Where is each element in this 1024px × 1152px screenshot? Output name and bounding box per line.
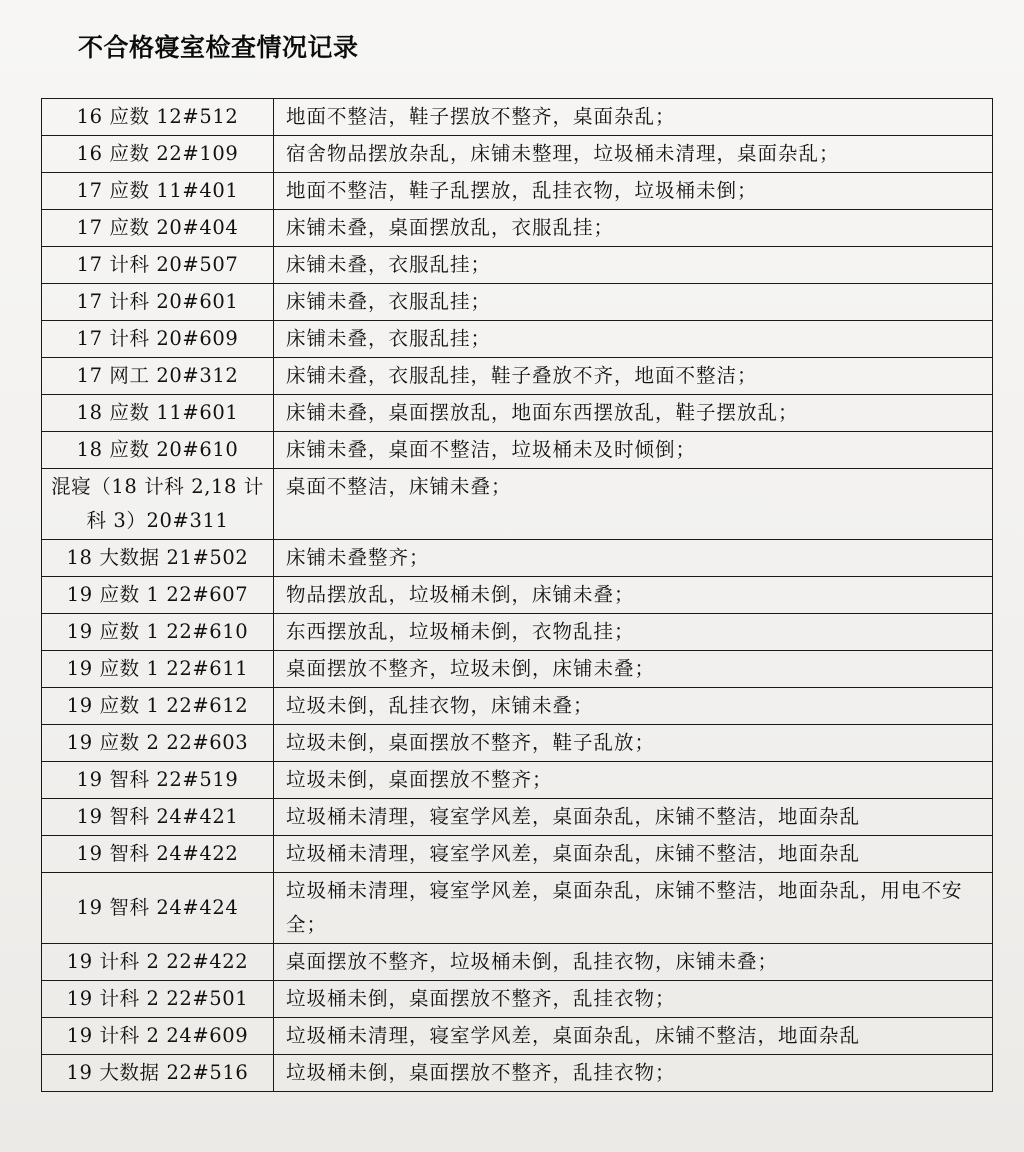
table-row xyxy=(42,395,993,432)
table-row xyxy=(42,725,993,762)
issue-description-cell: 床铺未叠整齐； xyxy=(274,540,993,577)
dorm-room-cell: 19 计科 2 22#501 xyxy=(42,981,274,1018)
dorm-room-cell: 19 智科 24#421 xyxy=(42,799,274,836)
table-row xyxy=(42,1018,993,1055)
issue-description-cell: 桌面摆放不整齐，垃圾未倒，床铺未叠； xyxy=(274,651,993,688)
table-row xyxy=(42,873,993,944)
table-row xyxy=(42,432,993,469)
issue-description-cell: 床铺未叠，衣服乱挂； xyxy=(274,284,993,321)
issue-description-cell: 床铺未叠，衣服乱挂； xyxy=(274,321,993,358)
table-row xyxy=(42,1055,993,1092)
table-row xyxy=(42,358,993,395)
issue-description-cell: 桌面不整洁，床铺未叠； xyxy=(274,469,993,540)
dorm-room-cell: 19 计科 2 24#609 xyxy=(42,1018,274,1055)
issue-description-cell: 床铺未叠，衣服乱挂，鞋子叠放不齐，地面不整洁； xyxy=(274,358,993,395)
table-row xyxy=(42,799,993,836)
issue-description-cell: 垃圾桶未倒，桌面摆放不整齐，乱挂衣物； xyxy=(274,1055,993,1092)
dorm-room-cell: 19 智科 22#519 xyxy=(42,762,274,799)
dorm-room-cell: 17 应数 11#401 xyxy=(42,173,274,210)
dorm-room-cell: 18 应数 20#610 xyxy=(42,432,274,469)
table-row xyxy=(42,210,993,247)
issue-description-cell: 床铺未叠，桌面摆放乱，地面东西摆放乱，鞋子摆放乱； xyxy=(274,395,993,432)
dorm-room-cell: 混寝（18 计科 2,18 计科 3）20#311 xyxy=(42,469,274,540)
table-row xyxy=(42,944,993,981)
table-row xyxy=(42,540,993,577)
table-row xyxy=(42,762,993,799)
issue-description-cell: 地面不整洁，鞋子摆放不整齐，桌面杂乱； xyxy=(274,99,993,136)
table-row xyxy=(42,136,993,173)
dorm-room-cell: 19 智科 24#422 xyxy=(42,836,274,873)
issue-description-cell: 垃圾桶未倒，桌面摆放不整齐，乱挂衣物； xyxy=(274,981,993,1018)
issue-description-cell: 桌面摆放不整齐，垃圾桶未倒，乱挂衣物，床铺未叠； xyxy=(274,944,993,981)
table-row xyxy=(42,836,993,873)
dorm-room-cell: 16 应数 22#109 xyxy=(42,136,274,173)
issue-description-cell: 床铺未叠，衣服乱挂； xyxy=(274,247,993,284)
issue-description-cell: 物品摆放乱，垃圾桶未倒，床铺未叠； xyxy=(274,577,993,614)
page-title: 不合格寝室检查情况记录 xyxy=(78,33,359,62)
table-row xyxy=(42,688,993,725)
issue-description-cell: 东西摆放乱，垃圾桶未倒，衣物乱挂； xyxy=(274,614,993,651)
issue-description-cell: 垃圾未倒，乱挂衣物，床铺未叠； xyxy=(274,688,993,725)
dorm-room-cell: 19 应数 1 22#611 xyxy=(42,651,274,688)
table-row xyxy=(42,577,993,614)
dorm-room-cell: 17 计科 20#601 xyxy=(42,284,274,321)
issue-description-cell: 垃圾桶未清理，寝室学风差，桌面杂乱，床铺不整洁，地面杂乱 xyxy=(274,836,993,873)
table-row xyxy=(42,614,993,651)
issue-description-cell: 宿舍物品摆放杂乱，床铺未整理，垃圾桶未清理，桌面杂乱； xyxy=(274,136,993,173)
issue-description-cell: 地面不整洁，鞋子乱摆放，乱挂衣物，垃圾桶未倒； xyxy=(274,173,993,210)
table-row xyxy=(42,247,993,284)
table-row xyxy=(42,99,993,136)
dorm-room-cell: 19 应数 1 22#612 xyxy=(42,688,274,725)
dorm-room-cell: 17 应数 20#404 xyxy=(42,210,274,247)
issue-description-cell: 垃圾未倒，桌面摆放不整齐； xyxy=(274,762,993,799)
table-row xyxy=(42,173,993,210)
dorm-room-cell: 19 应数 2 22#603 xyxy=(42,725,274,762)
table-row xyxy=(42,651,993,688)
issue-description-cell: 垃圾桶未清理，寝室学风差，桌面杂乱，床铺不整洁，地面杂乱，用电不安全； xyxy=(274,873,993,944)
dorm-room-cell: 18 大数据 21#502 xyxy=(42,540,274,577)
issue-description-cell: 床铺未叠，桌面不整洁，垃圾桶未及时倾倒； xyxy=(274,432,993,469)
table-row xyxy=(42,469,993,540)
dorm-room-cell: 19 应数 1 22#607 xyxy=(42,577,274,614)
inspection-table-body xyxy=(42,99,993,1092)
issue-description-cell: 垃圾桶未清理，寝室学风差，桌面杂乱，床铺不整洁，地面杂乱 xyxy=(274,1018,993,1055)
issue-description-cell: 床铺未叠，桌面摆放乱，衣服乱挂； xyxy=(274,210,993,247)
dorm-room-cell: 17 网工 20#312 xyxy=(42,358,274,395)
dorm-room-cell: 18 应数 11#601 xyxy=(42,395,274,432)
table-row xyxy=(42,981,993,1018)
table-row xyxy=(42,284,993,321)
dorm-room-cell: 19 计科 2 22#422 xyxy=(42,944,274,981)
dorm-room-cell: 16 应数 12#512 xyxy=(42,99,274,136)
issue-description-cell: 垃圾未倒，桌面摆放不整齐，鞋子乱放； xyxy=(274,725,993,762)
dorm-room-cell: 17 计科 20#507 xyxy=(42,247,274,284)
inspection-table xyxy=(41,98,993,1092)
dorm-room-cell: 19 大数据 22#516 xyxy=(42,1055,274,1092)
dorm-room-cell: 17 计科 20#609 xyxy=(42,321,274,358)
issue-description-cell: 垃圾桶未清理，寝室学风差，桌面杂乱，床铺不整洁，地面杂乱 xyxy=(274,799,993,836)
table-row xyxy=(42,321,993,358)
dorm-room-cell: 19 智科 24#424 xyxy=(42,873,274,944)
dorm-room-cell: 19 应数 1 22#610 xyxy=(42,614,274,651)
